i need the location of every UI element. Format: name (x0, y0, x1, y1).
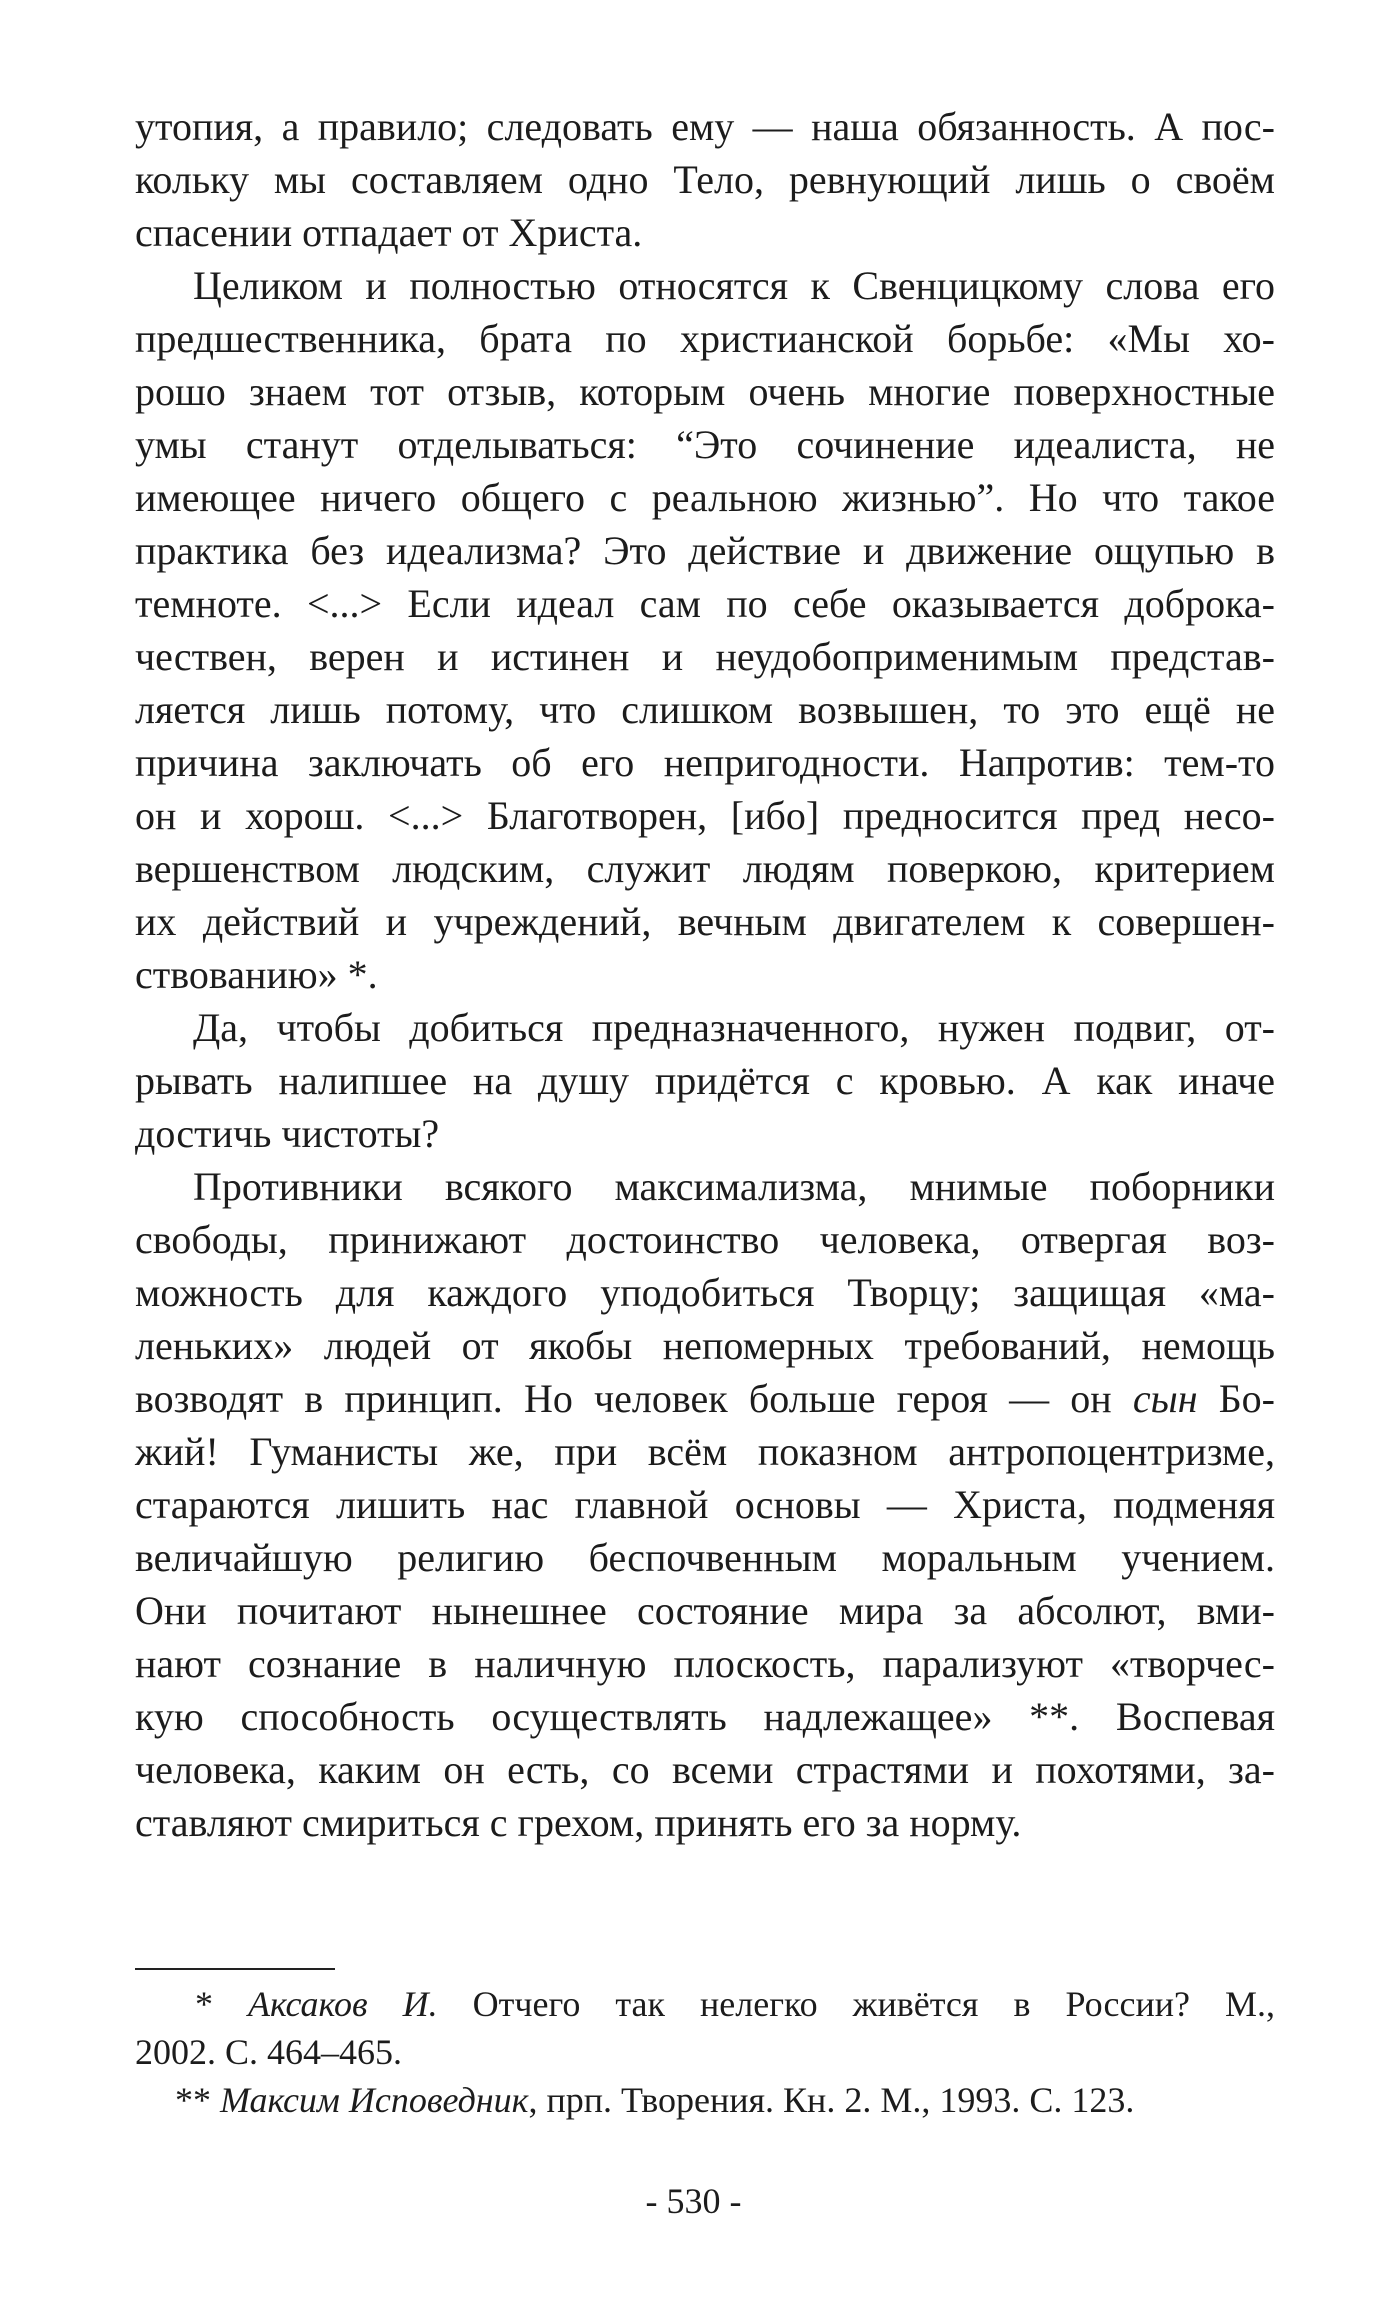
main-text (135, 100, 1275, 1849)
text-line: можность для каждого уподобиться Творцу; защищая «ма- (135, 1270, 1275, 1315)
text-line: темноте. <...> Если идеал сам по себе оказывается доброка- (135, 581, 1275, 626)
text-line: Они почитают нынешнее состояние мира за абсолют, вми- (135, 1588, 1275, 1633)
text-line: спасении отпадает от Христа. (135, 210, 643, 255)
text-line-mixed (135, 1372, 1275, 1425)
text-line: имеющее ничего общего с реальною жизнью”. Но что такое (135, 475, 1275, 520)
text-line: их действий и учреждений, вечным двигателем к совершен- (135, 899, 1275, 944)
paragraph-start-line: Да, чтобы добиться предназначенного, нужен подвиг, от- (193, 1005, 1275, 1050)
text-line: достичь чистоты? (135, 1111, 440, 1156)
footnotes (135, 1980, 1275, 2124)
text-line: величайшую религию беспочвенным моральным учением. (135, 1535, 1275, 1580)
text-line: ляется лишь потому, что слишком возвышен, то это ещё не (135, 687, 1275, 732)
footnote-1 (135, 1980, 1275, 2028)
text-segment: Бо- (1197, 1376, 1275, 1421)
text-line: рывать налипшее на душу придётся с кровью. А как иначе (135, 1058, 1275, 1103)
footnote-author: Максим Исповедник (220, 2080, 529, 2120)
footnote-mark: * (195, 1984, 249, 2024)
footnote-1-continuation: 2002. С. 464–465. (135, 2032, 403, 2072)
footnote-2 (135, 2076, 1275, 2124)
page-number: - 530 - (645, 2181, 742, 2221)
text-line: вершенством людским, служит людям поверкою, критерием (135, 846, 1275, 891)
text-line: жий! Гуманисты же, при всём показном антропоцентризме, (135, 1429, 1275, 1474)
paragraph-start-line: Целиком и полностью относятся к Свенцицкому слова его (193, 263, 1275, 308)
footnote-mark: ** (175, 2080, 220, 2120)
text-line: предшественника, брата по христианской борьбе: «Мы хо- (135, 316, 1275, 361)
text-line: умы станут отделываться: “Это сочинение идеалиста, не (135, 422, 1275, 467)
footnote-text: , прп. Творения. Кн. 2. М., 1993. С. 123. (528, 2080, 1135, 2120)
text-segment: возводят в принцип. Но человек больше героя — он (135, 1376, 1133, 1421)
paragraph-start-line: Противники всякого максимализма, мнимые поборники (193, 1164, 1275, 1209)
text-line: кольку мы составляем одно Тело, ревнующий лишь о своём (135, 157, 1275, 202)
text-line: свободы, принижают достоинство человека, отвергая воз- (135, 1217, 1275, 1262)
footnote-divider (135, 1968, 335, 1970)
text-line: причина заключать об его непригодности. Напротив: тем-то (135, 740, 1275, 785)
text-line: нают сознание в наличную плоскость, парализуют «творчес- (135, 1641, 1275, 1686)
footnote-author: Аксаков И. (248, 1984, 438, 2024)
text-line: рошо знаем тот отзыв, которым очень многие поверхностные (135, 369, 1275, 414)
text-line: чествен, верен и истинен и неудобоприменимым представ- (135, 634, 1275, 679)
text-line: леньких» людей от якобы непомерных требований, немощь (135, 1323, 1275, 1368)
text-line: он и хорош. <...> Благотворен, [ибо] предносится пред несо- (135, 793, 1275, 838)
text-line: ствованию» *. (135, 952, 378, 997)
text-line: ставляют смириться с грехом, принять его за норму. (135, 1800, 1022, 1845)
text-line: человека, каким он есть, со всеми страстями и похотями, за- (135, 1747, 1275, 1792)
footnote-text: Отчего так нелегко живётся в России? М., (437, 1984, 1275, 2024)
text-line: практика без идеализма? Это действие и движение ощупью в (135, 528, 1275, 573)
text-line: утопия, а правило; следовать ему — наша обязанность. А пос- (135, 104, 1275, 149)
text-line: стараются лишить нас главной основы — Христа, подменяя (135, 1482, 1275, 1527)
text-line: кую способность осуществлять надлежащее» **. Воспевая (135, 1694, 1275, 1739)
italic-word: сын (1132, 1376, 1198, 1421)
